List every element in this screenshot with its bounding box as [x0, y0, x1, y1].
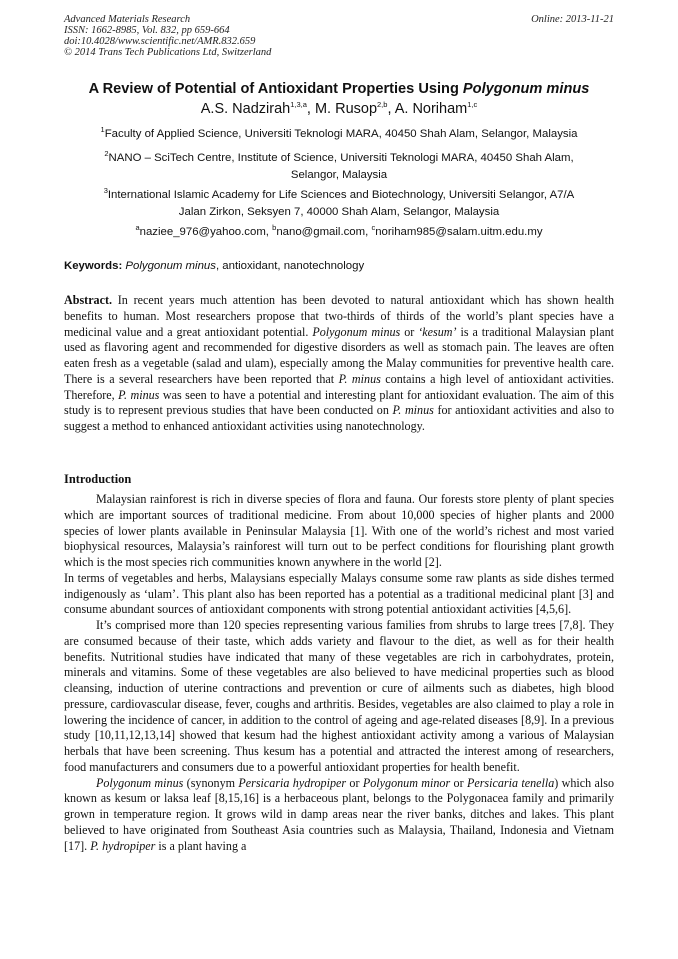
affiliation-1 [62, 126, 616, 143]
abstract-text-1: In recent years much attention has been devoted to natural antioxidant which has shown health benefits to human. Most researchers propose that two-thirds of thirds of the world’s plant species have a medicinal value and a great antioxidant potential. [64, 293, 614, 339]
author-3-sup: 1,c [467, 100, 478, 110]
affiliation-1-text: Faculty of Applied Science, Universiti Teknologi MARA, 40450 Shah Alam, Selangor, Malaysia [104, 128, 578, 140]
abstract-label: Abstract. [64, 293, 113, 307]
paper-title [40, 80, 638, 98]
author-1-sup: 1,3,a [290, 100, 307, 110]
abstract-italic-2: ‘kesum’ [418, 324, 457, 339]
abstract-italic-1: Polygonum minus [312, 324, 401, 339]
email-c[interactable]: noriham985@salam.uitm.edu.my [375, 226, 543, 238]
intro-paragraph-2: In terms of vegetables and herbs, Malaysians especially Malays consume some raw plants as side dishes termed indigenously as ‘ulam’. This plant also has been reported has a potential as a traditional medicinal plant [3] and consume abundant sources of antioxidant components with strong potential antioxidant activities [4,5,6]. [64, 570, 614, 617]
abstract-text-5: was seen to have a potential and interesting plant for antioxidant evaluation. The aim of this study is to represent previous studies that have been conducted on [64, 387, 614, 418]
author-3: , A. Noriham [387, 101, 468, 117]
p4-italic-3: Polygonum minor [362, 775, 451, 790]
introduction-body [64, 492, 614, 854]
p4-italic-5: P. hydropiper [90, 838, 156, 853]
keyword-species: Polygonum minus [125, 260, 216, 272]
p4-text-5: is a plant having a [155, 838, 247, 853]
p4-italic-1: Polygonum minus [96, 775, 184, 790]
email-c-sup: c [371, 223, 376, 233]
abstract-italic-5: P. minus [392, 403, 434, 418]
intro-paragraph-3: It’s comprised more than 120 species representing various families from shrubs to large trees [7,8]. They are consumed because of their taste, which adds variety and flavour to the diet, as well as for their health benefits. Nutritional studies have indicated that many of these vegetables are rich in carbohydrates, protein, minerals and vitamins. Some of these vegetables are also believed to have medicinal properties such as blood cleansing, induction of uterine contractions and prevention or cure of ailments such as diabetes, high blood pressure, cardiovascular disease, fever, coughs and arthritis. Besides, vegetables are also claimed to play a role in lowering the incidence of cancer, in addition to the control of ageing and age-related diseases [8,9]. In a previous study [10,11,12,13,14] showed that kesum had the highest antioxidant activity among a various of Malaysian herbals that have been screening. Thus kesum has a potential and attracted the interest among of researchers, food manufacturers and consumers due to a powerful antioxidant properties for health benefit. [64, 618, 614, 774]
journal-name: Advanced Materials Research [64, 14, 191, 25]
p4-text-4: ) which also known as kesum or laksa leaf [8,15,16] is a herbaceous plant, belongs to the Polygonacea family and primarily grown in temperature region. It grows wild in damp areas near the river banks, ditches and lakes. This plant believed to have originated from Southeast Asia countries such as Malaysia, Thailand, Indonesia and Vietnam [17]. [64, 775, 615, 853]
introduction-heading: Introduction [64, 472, 132, 486]
p4-text-2: or [346, 775, 363, 790]
abstract-text-2: or [400, 324, 419, 339]
affiliation-2 [62, 150, 616, 183]
email-list [62, 224, 616, 241]
doi-line: doi:10.4028/www.scientific.net/AMR.832.659 [64, 36, 256, 47]
email-b[interactable]: nano@gmail.com, [276, 226, 372, 238]
p4-italic-2: Persicaria hydropiper [238, 775, 347, 790]
affiliation-3-line2: Jalan Zirkon, Seksyen 7, 40000 Shah Alam, Selangor, Malaysia [178, 205, 500, 218]
author-list [40, 100, 638, 119]
journal-header [64, 14, 614, 58]
affiliation-1-sup: 1 [100, 125, 105, 135]
online-date: Online: 2013-11-21 [531, 14, 614, 25]
p4-italic-4: Persicaria tenella [466, 775, 555, 790]
intro-paragraph-1: Malaysian rainforest is rich in diverse species of flora and fauna. Our forests store plenty of plant species which are important sources of traditional medicine. From about 10,000 species of higher plants and 2000 species of lower plants available in Peninsular Malaysia [1]. With one of the world’s richest and most varied biophysical resources, Malaysia’s rainforest will turn out to be perfect conditions for flourishing plant growth which is the most species rich communities known anywhere in the world [2]. [64, 492, 614, 569]
title-main: A Review of Potential of Antioxidant Properties Using [88, 81, 463, 97]
affiliation-3-sup: 3 [103, 186, 108, 196]
abstract-text-6: for antioxidant activities and also to suggest a method to enhanced antioxidant activities using nanotechnology. [64, 403, 614, 433]
keywords-label: Keywords: [64, 260, 123, 272]
p4-text-3: or [450, 775, 467, 790]
abstract-italic-3: P. minus [338, 371, 381, 386]
copyright-line: © 2014 Trans Tech Publications Ltd, Switzerland [64, 47, 272, 58]
author-2-sup: 2,b [377, 100, 388, 110]
abstract-text-4: contains a high level of antioxidant activities. Therefore, [64, 371, 614, 402]
abstract [64, 293, 614, 435]
author-1: A.S. Nadzirah [200, 101, 291, 117]
keywords-rest: , antioxidant, nanotechnology [215, 260, 365, 272]
affiliation-2-line1: NANO – SciTech Centre, Institute of Science, Universiti Teknologi MARA, 40450 Shah Alam, [108, 152, 574, 164]
p4-text-1: (synonym [183, 775, 239, 790]
email-a[interactable]: naziee_976@yahoo.com, [139, 226, 273, 238]
affiliation-2-sup: 2 [104, 149, 109, 159]
abstract-text-3: is a traditional Malaysian plant used as flavoring agent and recommended for digestive disorders as well as stomach pain. The leaves are often eaten fresh as a vegetable (salad and ulam), especially among the Malay communities for preventive health care. There is a several researchers have been reported that [64, 324, 614, 386]
affiliation-3-line1: International Islamic Academy for Life Sciences and Biotechnology, Universiti Selangor, A7/A [107, 189, 575, 201]
affiliation-3 [62, 187, 616, 220]
email-b-sup: b [272, 223, 277, 233]
affiliation-2-line2: Selangor, Malaysia [290, 168, 388, 181]
email-a-sup: a [135, 223, 140, 233]
title-species: Polygonum minus [462, 81, 590, 97]
abstract-italic-4: P. minus [118, 387, 160, 402]
issn-line: ISSN: 1662-8985, Vol. 832, pp 659-664 [64, 25, 230, 36]
intro-paragraph-4 [64, 776, 614, 855]
keywords [64, 258, 614, 274]
author-2: , M. Rusop [306, 101, 378, 117]
